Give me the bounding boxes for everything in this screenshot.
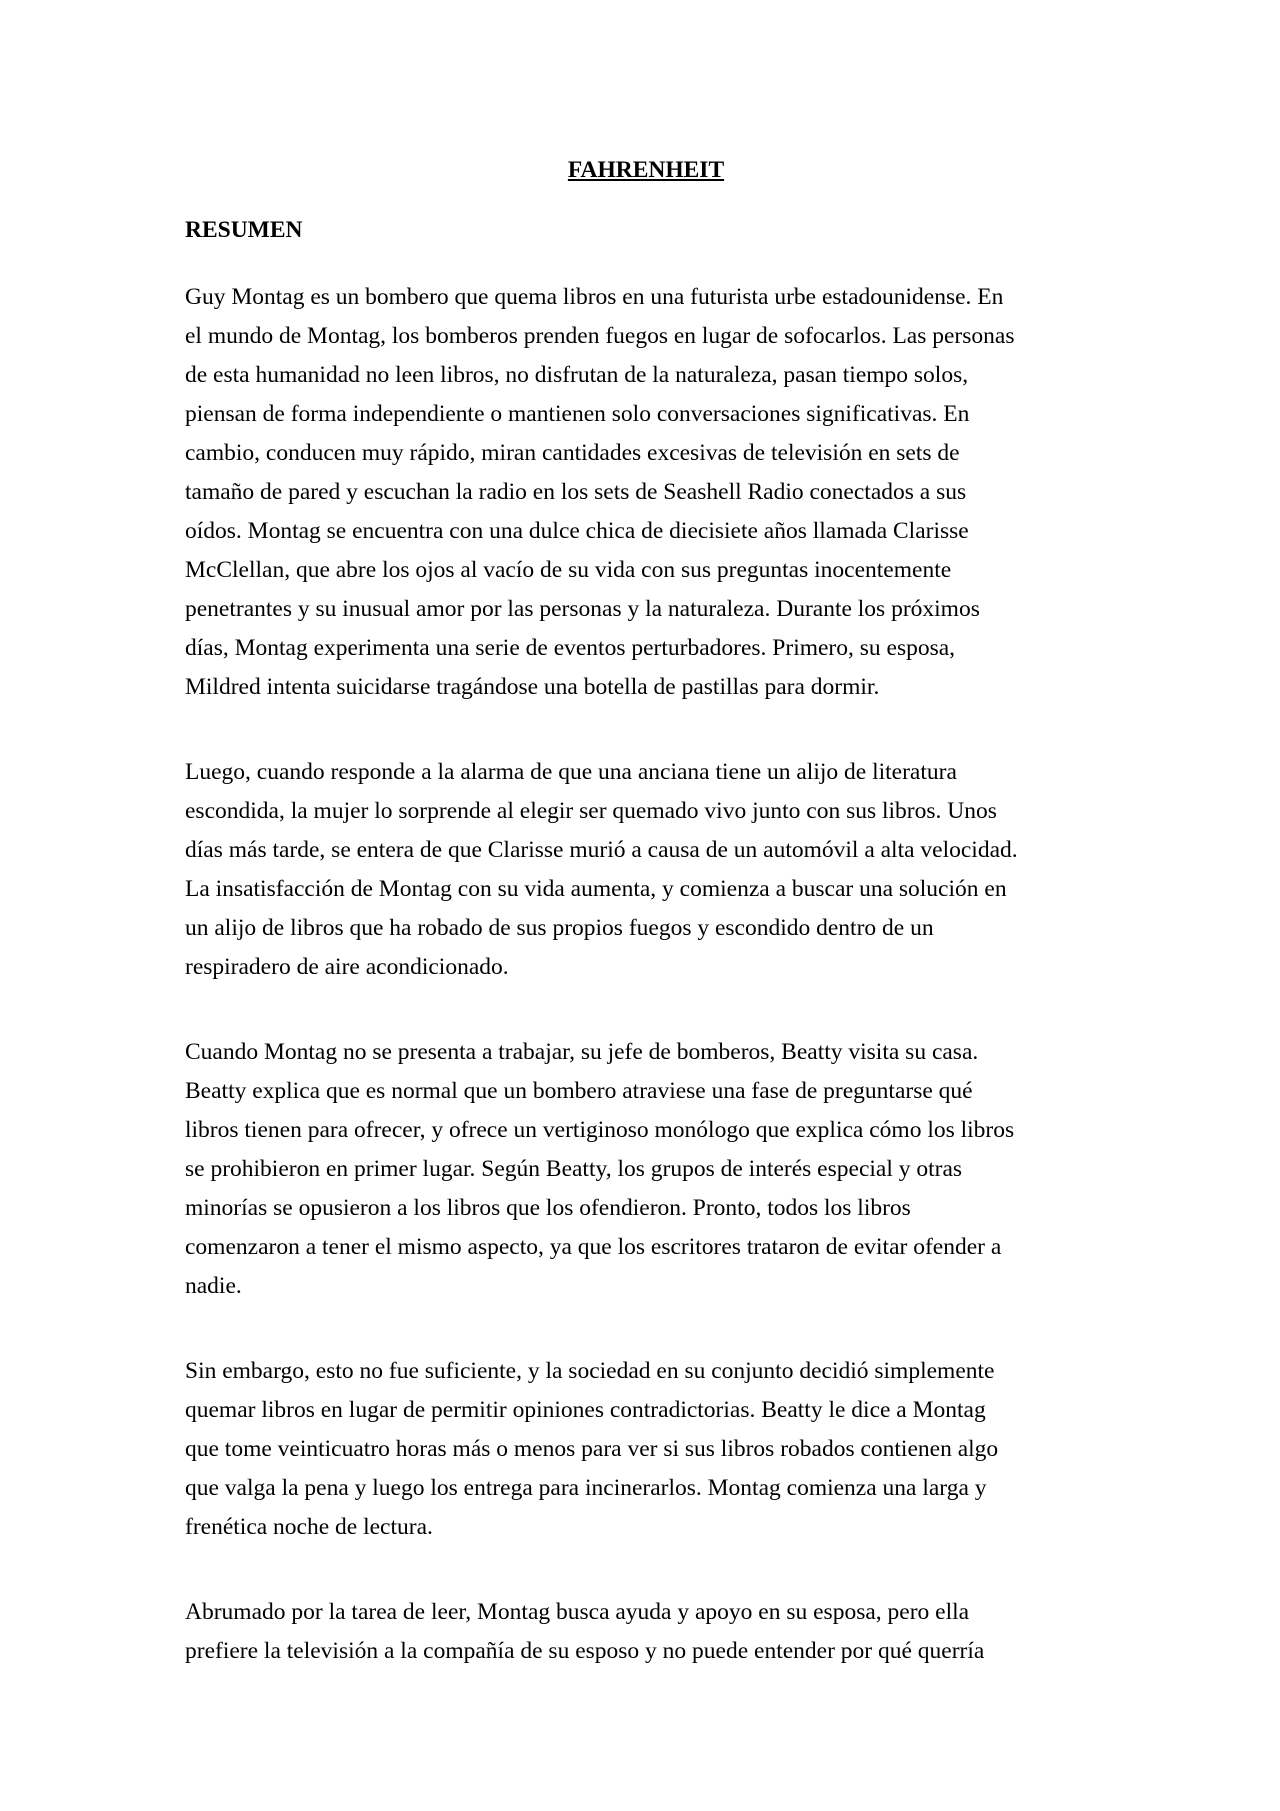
text-line: tamaño de pared y escuchan la radio en los sets de Seashell Radio conectados a sus	[185, 479, 967, 505]
text-line: respiradero de aire acondicionado.	[185, 954, 509, 980]
text-line: días, Montag experimenta una serie de eventos perturbadores. Primero, su esposa,	[185, 635, 956, 661]
text-line: nadie.	[185, 1273, 242, 1299]
document-title: FAHRENHEIT	[567, 157, 725, 183]
paragraph-4	[185, 1352, 1100, 1547]
text-line: Cuando Montag no se presenta a trabajar, su jefe de bomberos, Beatty visita su casa.	[185, 1039, 979, 1065]
text-line: comenzaron a tener el mismo aspecto, ya que los escritores trataron de evitar ofender a	[185, 1234, 1002, 1260]
text-line: piensan de forma independiente o mantienen solo conversaciones significativas. En	[185, 401, 970, 427]
section-heading: RESUMEN	[185, 217, 303, 243]
text-line: penetrantes y su inusual amor por las personas y la naturaleza. Durante los próximos	[185, 596, 980, 622]
text-line: se prohibieron en primer lugar. Según Beatty, los grupos de interés especial y otras	[185, 1156, 963, 1182]
text-line: que valga la pena y luego los entrega para incinerarlos. Montag comienza una larga y	[185, 1475, 987, 1501]
text-line: Sin embargo, esto no fue suficiente, y la sociedad en su conjunto decidió simplemente	[185, 1358, 995, 1384]
text-line: Abrumado por la tarea de leer, Montag busca ayuda y apoyo en su esposa, pero ella	[185, 1599, 970, 1625]
paragraph-5	[185, 1593, 1100, 1671]
text-line: que tome veinticuatro horas más o menos para ver si sus libros robados contienen algo	[185, 1436, 999, 1462]
text-line: Beatty explica que es normal que un bombero atraviese una fase de preguntarse qué	[185, 1078, 973, 1104]
text-line: el mundo de Montag, los bomberos prenden fuegos en lugar de sofocarlos. Las personas	[185, 323, 1015, 349]
text-line: minorías se opusieron a los libros que los ofendieron. Pronto, todos los libros	[185, 1195, 911, 1221]
text-line: días más tarde, se entera de que Clarisse murió a causa de un automóvil a alta velocidad.	[185, 837, 1018, 863]
text-line: Luego, cuando responde a la alarma de que una anciana tiene un alijo de literatura	[185, 759, 957, 785]
text-line: Guy Montag es un bombero que quema libros en una futurista urbe estadounidense. En	[185, 284, 1004, 310]
text-line: oídos. Montag se encuentra con una dulce chica de diecisiete años llamada Clarisse	[185, 518, 969, 544]
text-line: Mildred intenta suicidarse tragándose una botella de pastillas para dormir.	[185, 674, 880, 700]
paragraph-1	[185, 278, 1100, 707]
text-line: quemar libros en lugar de permitir opiniones contradictorias. Beatty le dice a Montag	[185, 1397, 986, 1423]
text-line: frenética noche de lectura.	[185, 1514, 433, 1540]
text-line: de esta humanidad no leen libros, no disfrutan de la naturaleza, pasan tiempo solos,	[185, 362, 969, 388]
paragraph-3	[185, 1033, 1100, 1306]
text-line: libros tienen para ofrecer, y ofrece un vertiginoso monólogo que explica cómo los libros	[185, 1117, 1015, 1143]
paragraph-2	[185, 753, 1100, 987]
text-line: La insatisfacción de Montag con su vida aumenta, y comienza a buscar una solución en	[185, 876, 1007, 902]
text-line: McClellan, que abre los ojos al vacío de su vida con sus preguntas inocentemente	[185, 557, 952, 583]
text-line: cambio, conducen muy rápido, miran cantidades excesivas de televisión en sets de	[185, 440, 960, 466]
text-line: prefiere la televisión a la compañía de su esposo y no puede entender por qué querría	[185, 1638, 985, 1664]
text-line: un alijo de libros que ha robado de sus propios fuegos y escondido dentro de un	[185, 915, 934, 941]
text-line: escondida, la mujer lo sorprende al elegir ser quemado vivo junto con sus libros. Unos	[185, 798, 997, 824]
